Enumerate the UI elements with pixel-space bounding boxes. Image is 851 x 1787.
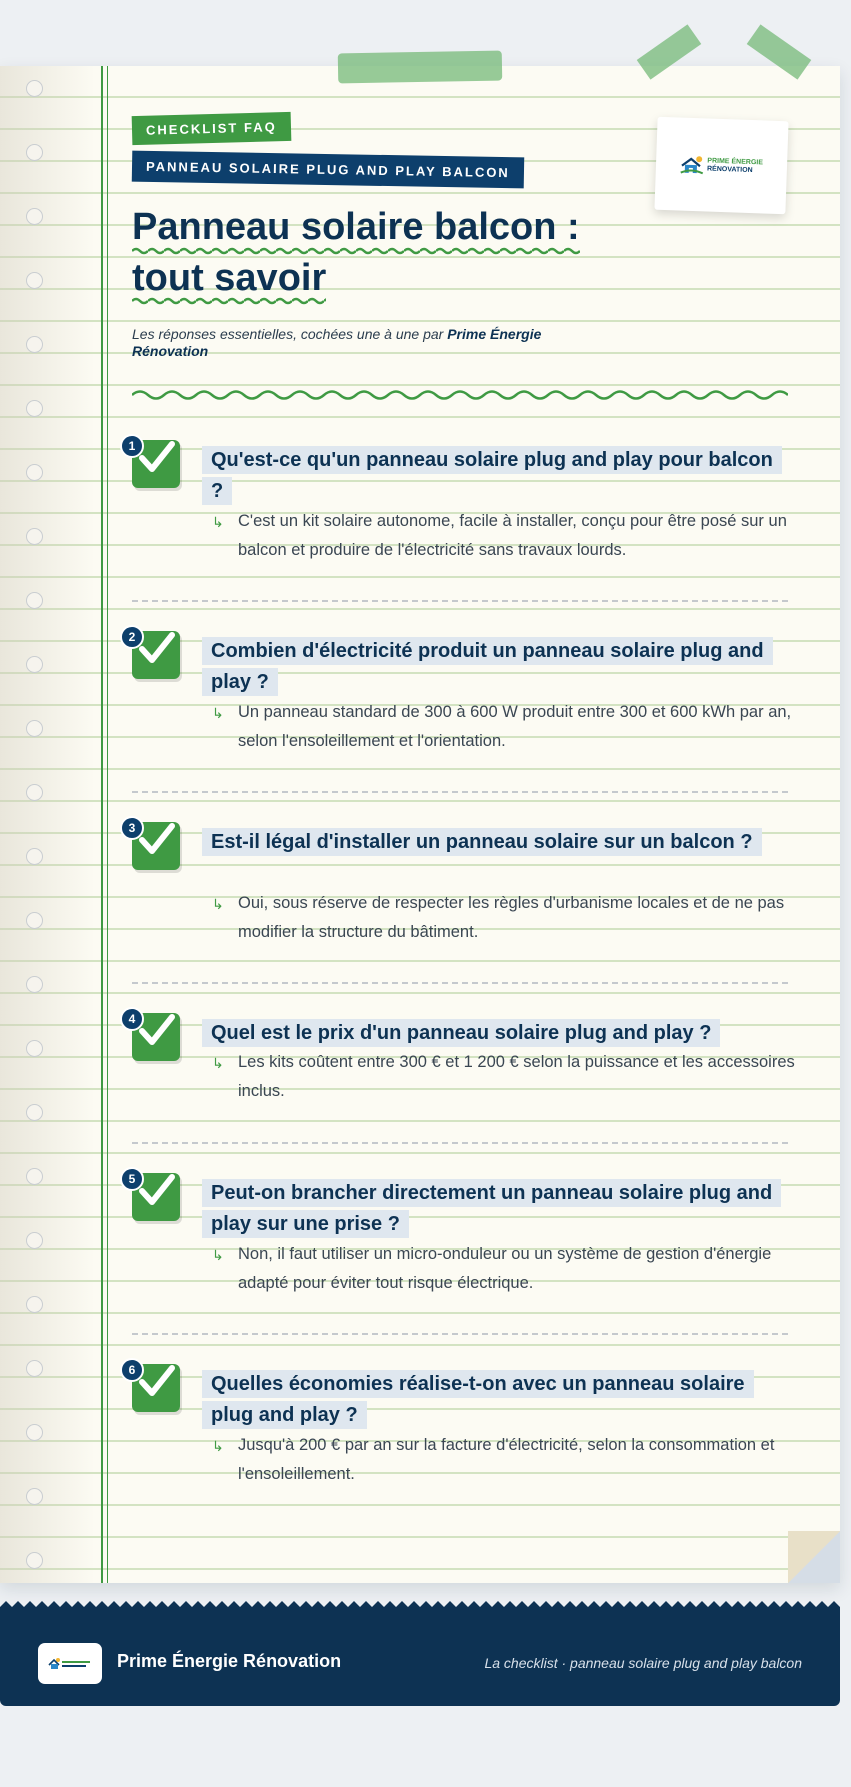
return-arrow-icon: ↳ [212,1055,224,1071]
binder-hole [26,592,43,609]
tape-strip [338,51,502,84]
binder-hole [26,1168,43,1185]
binder-hole [26,656,43,673]
item-number-badge: 4 [120,1007,144,1031]
subtitle [132,326,592,360]
checkbox [120,434,182,496]
item-number-badge: 5 [120,1167,144,1191]
item-number-badge: 2 [120,625,144,649]
topic-tag: PANNEAU SOLAIRE PLUG AND PLAY BALCON [132,151,524,189]
binder-hole [26,1296,43,1313]
return-arrow-icon: ↳ [212,705,224,721]
binder-hole [26,400,43,417]
logo-card [654,117,788,215]
item-number-badge: 3 [120,816,144,840]
faq-question: Combien d'électricité produit un panneau solaire plug and play ? [202,636,792,698]
dashed-separator [132,600,788,602]
binder-hole [26,464,43,481]
dashed-separator [132,982,788,984]
margin-line [101,66,108,1583]
faq-answer: Oui, sous réserve de respecter les règles d'urbanisme locales et de ne pas modifier la structure du bâtiment. [238,894,785,941]
page-title [132,206,580,305]
wavy-divider [132,388,788,402]
binder-hole [26,848,43,865]
folded-corner [788,1531,840,1583]
binder-hole [26,1360,43,1377]
binder-hole [26,1552,43,1569]
faq-question: Quel est le prix d'un panneau solaire plug and play ? [202,1018,792,1049]
checklist-tag: CHECKLIST FAQ [132,112,291,145]
binder-hole [26,336,43,353]
binder-hole [26,1424,43,1441]
subtitle-brand: Prime Énergie Rénovation [132,326,542,359]
faq-question: Est-il légal d'installer un panneau solaire sur un balcon ? [202,827,792,858]
faq-answer: Un panneau standard de 300 à 600 W produit entre 300 et 600 kWh par an, selon l'ensoleillement et l'orientation. [238,703,792,750]
faq-question: Qu'est-ce qu'un panneau solaire plug and play pour balcon ? [202,445,792,507]
footer-brand: Prime Énergie Rénovation [117,1651,342,1671]
binder-hole [26,272,43,289]
faq-answer: Non, il faut utiliser un micro-onduleur ou un système de gestion d'énergie adapté pour éviter tout risque électrique. [238,1245,772,1292]
footer [0,1613,840,1706]
footer-caption: La checklist · panneau solaire plug and play balcon [484,1655,802,1671]
item-number-badge: 6 [120,1358,144,1382]
binder-hole [26,208,43,225]
binder-hole [26,976,43,993]
faq-answer: C'est un kit solaire autonome, facile à installer, conçu pour être posé sur un balcon et produire de l'électricité sans travaux lourds. [238,512,787,559]
return-arrow-icon: ↳ [212,896,224,912]
binder-hole [26,1488,43,1505]
binder-hole [26,80,43,97]
dashed-separator [132,791,788,793]
checkbox [120,1007,182,1069]
binder-hole [26,912,43,929]
binder-hole [26,720,43,737]
return-arrow-icon: ↳ [212,514,224,530]
logo-text-1: PRIME ÉNERGIE [707,157,764,166]
dashed-separator [132,1142,788,1144]
return-arrow-icon: ↳ [212,1247,224,1263]
binder-hole [26,1040,43,1057]
title-line-1: Panneau solaire balcon : [132,206,580,255]
binder-hole [26,144,43,161]
binder-hole [26,1232,43,1249]
notebook-page [0,66,840,1583]
checkbox [120,625,182,687]
zigzag-edge [0,1601,840,1615]
checkbox [120,1167,182,1229]
return-arrow-icon: ↳ [212,1438,224,1454]
dashed-separator [132,1333,788,1335]
faq-question: Quelles économies réalise-t-on avec un panneau solaire plug and play ? [202,1369,792,1431]
faq-question: Peut-on brancher directement un panneau solaire plug and play sur une prise ? [202,1178,792,1240]
house-solar-logo-icon [48,1657,92,1671]
checkbox [120,1358,182,1420]
item-number-badge: 1 [120,434,144,458]
title-line-2: tout savoir [132,257,326,306]
subtitle-text: Les réponses essentielles, cochées une à une par [132,326,448,342]
footer-logo [38,1643,102,1684]
binder-hole [26,784,43,801]
faq-answer: Jusqu'à 200 € par an sur la facture d'électricité, selon la consommation et l'ensoleillement. [238,1436,775,1483]
binder-hole [26,1104,43,1121]
faq-answer: Les kits coûtent entre 300 € et 1 200 € selon la puissance et les accessoires inclus. [238,1053,795,1100]
logo-text-2: RÉNOVATION [706,165,753,174]
brand-logo [680,154,763,177]
house-solar-logo-icon [680,154,705,175]
checkbox [120,816,182,878]
binder-hole [26,528,43,545]
